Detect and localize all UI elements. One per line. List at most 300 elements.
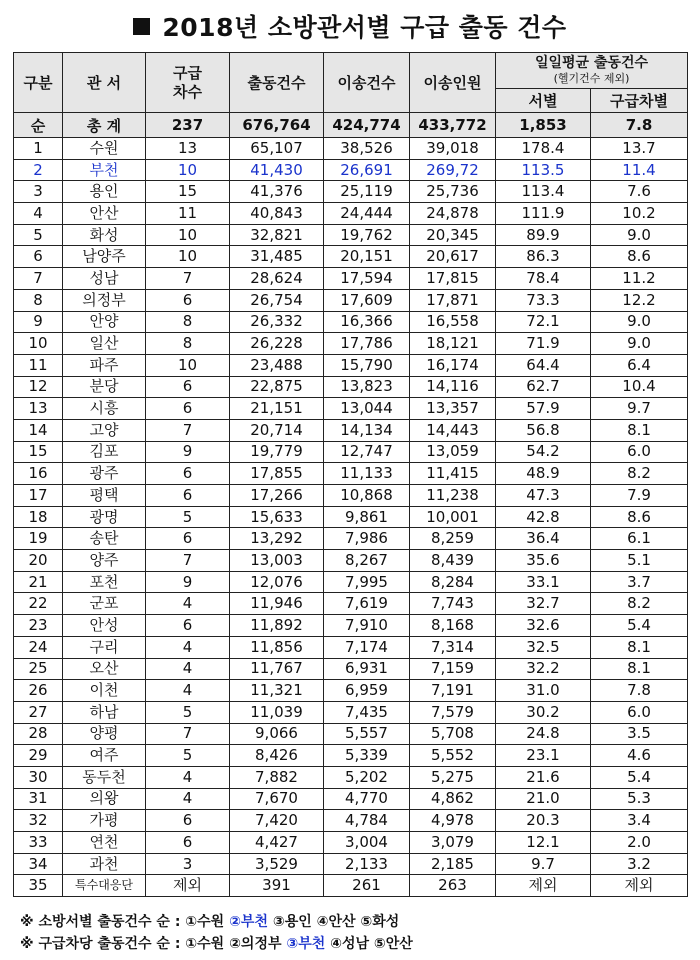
transport-count-cell: 11,133 (324, 463, 410, 485)
transport-count-cell: 9,861 (324, 506, 410, 528)
dispatch-count-cell: 41,376 (230, 181, 324, 203)
ambulance-count-cell: 7 (146, 268, 230, 290)
transported-people-cell: 5,708 (410, 723, 496, 745)
footnote-prefix: ※ 소방서별 출동건수 순 : (20, 914, 186, 931)
daily-avg-station-cell: 113.4 (496, 181, 591, 203)
transport-count-cell: 19,762 (324, 224, 410, 246)
ambulance-count-cell: 4 (146, 680, 230, 702)
station-cell: 파주 (63, 354, 146, 376)
station-cell: 평택 (63, 485, 146, 507)
daily-avg-ambulance-cell: 3.2 (591, 853, 688, 875)
total-cell: 237 (146, 113, 230, 138)
station-cell: 수원 (63, 138, 146, 160)
transported-people-cell: 17,871 (410, 289, 496, 311)
station-cell: 광주 (63, 463, 146, 485)
dispatch-count-cell: 8,426 (230, 745, 324, 767)
rank-cell: 34 (14, 853, 63, 875)
daily-avg-station-cell: 32.7 (496, 593, 591, 615)
header-ambulance-line1: 구급 (173, 63, 202, 82)
transported-people-cell: 7,743 (410, 593, 496, 615)
station-cell: 이천 (63, 680, 146, 702)
table-row (14, 181, 688, 203)
transported-people-cell: 17,815 (410, 268, 496, 290)
daily-avg-ambulance-cell: 8.1 (591, 636, 688, 658)
ambulance-count-cell: 10 (146, 159, 230, 181)
rank-cell: 18 (14, 506, 63, 528)
header-daily-average-note: (헬기건수 제외) (553, 72, 630, 85)
transported-people-cell: 3,079 (410, 832, 496, 854)
dispatch-count-cell: 17,266 (230, 485, 324, 507)
transported-people-cell: 14,443 (410, 419, 496, 441)
rank-cell: 11 (14, 354, 63, 376)
ambulance-count-cell: 10 (146, 224, 230, 246)
dispatch-count-cell: 11,946 (230, 593, 324, 615)
transported-people-cell: 7,191 (410, 680, 496, 702)
dispatch-count-cell: 26,754 (230, 289, 324, 311)
transported-people-cell: 2,185 (410, 853, 496, 875)
daily-avg-station-cell: 12.1 (496, 832, 591, 854)
rank-cell: 16 (14, 463, 63, 485)
page-title (0, 0, 700, 52)
header-ambulance-line2: 차수 (173, 82, 202, 101)
ambulance-count-cell: 6 (146, 463, 230, 485)
transport-count-cell: 7,910 (324, 615, 410, 637)
daily-avg-station-cell: 30.2 (496, 701, 591, 723)
transported-people-cell: 20,345 (410, 224, 496, 246)
transported-people-cell: 16,174 (410, 354, 496, 376)
station-cell: 화성 (63, 224, 146, 246)
daily-avg-ambulance-cell: 5.1 (591, 550, 688, 572)
transport-count-cell: 8,267 (324, 550, 410, 572)
daily-avg-ambulance-cell: 12.2 (591, 289, 688, 311)
table-row (14, 658, 688, 680)
dispatch-count-cell: 65,107 (230, 138, 324, 160)
transport-count-cell: 2,133 (324, 853, 410, 875)
daily-avg-ambulance-cell: 7.6 (591, 181, 688, 203)
daily-avg-ambulance-cell: 9.7 (591, 398, 688, 420)
table-body (14, 138, 688, 897)
rank-cell: 31 (14, 788, 63, 810)
table-row (14, 745, 688, 767)
station-cell: 군포 (63, 593, 146, 615)
transported-people-cell: 39,018 (410, 138, 496, 160)
ambulance-count-cell: 5 (146, 506, 230, 528)
dispatch-count-cell: 40,843 (230, 203, 324, 225)
daily-avg-station-cell: 31.0 (496, 680, 591, 702)
daily-avg-station-cell: 21.6 (496, 766, 591, 788)
header-transports: 이송건수 (324, 53, 410, 113)
table-row (14, 311, 688, 333)
ambulance-count-cell: 6 (146, 810, 230, 832)
rank-cell: 19 (14, 528, 63, 550)
dispatch-count-cell: 11,892 (230, 615, 324, 637)
ambulance-count-cell: 5 (146, 745, 230, 767)
transported-people-cell: 14,116 (410, 376, 496, 398)
table-row (14, 203, 688, 225)
station-cell: 송탄 (63, 528, 146, 550)
transported-people-cell: 16,558 (410, 311, 496, 333)
table-row (14, 593, 688, 615)
daily-avg-station-cell: 73.3 (496, 289, 591, 311)
daily-avg-ambulance-cell: 8.2 (591, 463, 688, 485)
ambulance-count-cell: 6 (146, 376, 230, 398)
rank-cell: 15 (14, 441, 63, 463)
daily-avg-station-cell: 36.4 (496, 528, 591, 550)
table-row (14, 246, 688, 268)
ambulance-count-cell: 15 (146, 181, 230, 203)
station-cell: 안성 (63, 615, 146, 637)
rank-cell: 14 (14, 419, 63, 441)
transport-count-cell: 13,823 (324, 376, 410, 398)
station-cell: 과천 (63, 853, 146, 875)
daily-avg-station-cell: 71.9 (496, 333, 591, 355)
transport-count-cell: 12,747 (324, 441, 410, 463)
dispatch-count-cell: 20,714 (230, 419, 324, 441)
daily-avg-station-cell: 32.2 (496, 658, 591, 680)
table-row (14, 398, 688, 420)
transport-count-cell: 5,202 (324, 766, 410, 788)
ambulance-count-cell: 4 (146, 593, 230, 615)
dispatch-count-cell: 7,420 (230, 810, 324, 832)
transported-people-cell: 269,72 (410, 159, 496, 181)
ambulance-count-cell: 10 (146, 354, 230, 376)
daily-avg-ambulance-cell: 11.4 (591, 159, 688, 181)
daily-avg-station-cell: 23.1 (496, 745, 591, 767)
dispatch-count-cell: 26,228 (230, 333, 324, 355)
daily-avg-ambulance-cell: 3.7 (591, 571, 688, 593)
rank-cell: 35 (14, 875, 63, 897)
dispatch-count-cell: 7,670 (230, 788, 324, 810)
dispatch-count-cell: 15,633 (230, 506, 324, 528)
transported-people-cell: 13,059 (410, 441, 496, 463)
daily-avg-ambulance-cell: 9.0 (591, 311, 688, 333)
transported-people-cell: 7,314 (410, 636, 496, 658)
daily-avg-ambulance-cell: 13.7 (591, 138, 688, 160)
transport-count-cell: 10,868 (324, 485, 410, 507)
transport-count-cell: 7,995 (324, 571, 410, 593)
daily-avg-ambulance-cell: 8.6 (591, 246, 688, 268)
ambulance-count-cell: 7 (146, 550, 230, 572)
station-cell: 의정부 (63, 289, 146, 311)
station-cell: 고양 (63, 419, 146, 441)
daily-avg-station-cell: 24.8 (496, 723, 591, 745)
daily-avg-station-cell: 78.4 (496, 268, 591, 290)
rank-cell: 6 (14, 246, 63, 268)
dispatch-count-cell: 41,430 (230, 159, 324, 181)
ambulance-count-cell: 11 (146, 203, 230, 225)
table-row (14, 723, 688, 745)
dispatch-count-cell: 11,856 (230, 636, 324, 658)
daily-avg-ambulance-cell: 2.0 (591, 832, 688, 854)
rank-cell: 28 (14, 723, 63, 745)
transported-people-cell: 25,736 (410, 181, 496, 203)
rank-cell: 1 (14, 138, 63, 160)
table-row (14, 636, 688, 658)
footnote-ambulance-rank (20, 933, 700, 955)
transport-count-cell: 15,790 (324, 354, 410, 376)
daily-avg-station-cell: 42.8 (496, 506, 591, 528)
transport-count-cell: 38,526 (324, 138, 410, 160)
transported-people-cell: 18,121 (410, 333, 496, 355)
transport-count-cell: 17,594 (324, 268, 410, 290)
station-cell: 가평 (63, 810, 146, 832)
daily-avg-ambulance-cell: 7.9 (591, 485, 688, 507)
footnote-highlight: ②부천 (229, 914, 268, 931)
daily-avg-station-cell: 64.4 (496, 354, 591, 376)
daily-avg-station-cell: 111.9 (496, 203, 591, 225)
ambulance-count-cell: 4 (146, 658, 230, 680)
rank-cell: 8 (14, 289, 63, 311)
dispatch-count-cell: 31,485 (230, 246, 324, 268)
transported-people-cell: 263 (410, 875, 496, 897)
transport-count-cell: 6,959 (324, 680, 410, 702)
total-row (14, 113, 688, 138)
transported-people-cell: 13,357 (410, 398, 496, 420)
transported-people-cell: 7,159 (410, 658, 496, 680)
station-cell: 오산 (63, 658, 146, 680)
daily-avg-ambulance-cell: 8.1 (591, 419, 688, 441)
transported-people-cell: 8,259 (410, 528, 496, 550)
station-cell: 연천 (63, 832, 146, 854)
transported-people-cell: 8,284 (410, 571, 496, 593)
rank-cell: 20 (14, 550, 63, 572)
daily-avg-ambulance-cell: 10.4 (591, 376, 688, 398)
total-cell: 676,764 (230, 113, 324, 138)
table-row (14, 615, 688, 637)
station-cell: 동두천 (63, 766, 146, 788)
rank-cell: 3 (14, 181, 63, 203)
transport-count-cell: 7,435 (324, 701, 410, 723)
station-cell: 구리 (63, 636, 146, 658)
daily-avg-ambulance-cell: 7.8 (591, 680, 688, 702)
daily-avg-station-cell: 33.1 (496, 571, 591, 593)
daily-avg-station-cell: 86.3 (496, 246, 591, 268)
daily-avg-station-cell: 21.0 (496, 788, 591, 810)
transported-people-cell: 4,862 (410, 788, 496, 810)
table-row (14, 571, 688, 593)
daily-avg-station-cell: 56.8 (496, 419, 591, 441)
ambulance-count-cell: 5 (146, 701, 230, 723)
daily-avg-station-cell: 57.9 (496, 398, 591, 420)
ambulance-count-cell: 8 (146, 311, 230, 333)
transport-count-cell: 7,986 (324, 528, 410, 550)
station-cell: 양주 (63, 550, 146, 572)
table-row (14, 354, 688, 376)
station-cell: 일산 (63, 333, 146, 355)
footnote-highlight: ③부천 (286, 936, 326, 953)
rank-cell: 17 (14, 485, 63, 507)
daily-avg-station-cell: 48.9 (496, 463, 591, 485)
dispatch-count-cell: 11,321 (230, 680, 324, 702)
ambulance-count-cell: 4 (146, 636, 230, 658)
dispatch-count-cell: 9,066 (230, 723, 324, 745)
table-row (14, 766, 688, 788)
daily-avg-ambulance-cell: 8.6 (591, 506, 688, 528)
station-cell: 하남 (63, 701, 146, 723)
total-cell: 총 계 (63, 113, 146, 138)
dispatch-count-cell: 19,779 (230, 441, 324, 463)
daily-avg-ambulance-cell: 5.3 (591, 788, 688, 810)
transport-count-cell: 5,557 (324, 723, 410, 745)
dispatch-count-cell: 21,151 (230, 398, 324, 420)
daily-avg-ambulance-cell: 6.0 (591, 441, 688, 463)
header-per-station: 서별 (496, 89, 591, 113)
station-cell: 남양주 (63, 246, 146, 268)
table-row (14, 224, 688, 246)
transport-count-cell: 17,786 (324, 333, 410, 355)
dispatch-count-cell: 12,076 (230, 571, 324, 593)
transport-count-cell: 14,134 (324, 419, 410, 441)
transported-people-cell: 8,168 (410, 615, 496, 637)
daily-avg-station-cell: 9.7 (496, 853, 591, 875)
dispatch-count-cell: 23,488 (230, 354, 324, 376)
total-cell: 433,772 (410, 113, 496, 138)
daily-avg-station-cell: 113.5 (496, 159, 591, 181)
transport-count-cell: 16,366 (324, 311, 410, 333)
daily-avg-station-cell: 32.5 (496, 636, 591, 658)
ambulance-count-cell: 13 (146, 138, 230, 160)
rank-cell: 26 (14, 680, 63, 702)
total-cell: 순 (14, 113, 63, 138)
table-row (14, 832, 688, 854)
transport-count-cell: 6,931 (324, 658, 410, 680)
transported-people-cell: 24,878 (410, 203, 496, 225)
transported-people-cell: 11,415 (410, 463, 496, 485)
table-row (14, 419, 688, 441)
daily-avg-ambulance-cell: 4.6 (591, 745, 688, 767)
rank-cell: 4 (14, 203, 63, 225)
dispatch-count-cell: 7,882 (230, 766, 324, 788)
table-row (14, 463, 688, 485)
daily-avg-station-cell: 47.3 (496, 485, 591, 507)
transport-count-cell: 4,784 (324, 810, 410, 832)
transport-count-cell: 7,174 (324, 636, 410, 658)
rank-cell: 10 (14, 333, 63, 355)
ambulance-count-cell: 6 (146, 398, 230, 420)
transport-count-cell: 20,151 (324, 246, 410, 268)
ambulance-count-cell: 제외 (146, 875, 230, 897)
daily-avg-ambulance-cell: 9.0 (591, 333, 688, 355)
ambulance-count-cell: 6 (146, 528, 230, 550)
rank-cell: 5 (14, 224, 63, 246)
footnote-rank-text: ③용인 ④안산 ⑤화성 (267, 914, 400, 931)
dispatch-count-cell: 13,292 (230, 528, 324, 550)
station-cell: 광명 (63, 506, 146, 528)
dispatch-count-cell: 4,427 (230, 832, 324, 854)
rank-cell: 25 (14, 658, 63, 680)
footnote-prefix: ※ 구급차당 출동건수 순 : (20, 936, 186, 953)
dispatch-count-cell: 3,529 (230, 853, 324, 875)
footnote-rank-text: ①수원 (185, 914, 230, 931)
dispatch-count-cell: 22,875 (230, 376, 324, 398)
daily-avg-ambulance-cell: 8.2 (591, 593, 688, 615)
daily-avg-station-cell: 62.7 (496, 376, 591, 398)
transported-people-cell: 11,238 (410, 485, 496, 507)
daily-avg-ambulance-cell: 6.1 (591, 528, 688, 550)
station-cell: 용인 (63, 181, 146, 203)
ambulance-count-cell: 9 (146, 571, 230, 593)
footnote-rank-text: ①수원 ②의정부 (185, 936, 287, 953)
table-row (14, 441, 688, 463)
daily-avg-station-cell: 20.3 (496, 810, 591, 832)
transport-count-cell: 24,444 (324, 203, 410, 225)
header-dispatches: 출동건수 (230, 53, 324, 113)
daily-avg-station-cell: 35.6 (496, 550, 591, 572)
table-row (14, 289, 688, 311)
daily-avg-ambulance-cell: 10.2 (591, 203, 688, 225)
daily-avg-ambulance-cell: 5.4 (591, 766, 688, 788)
dispatch-count-cell: 32,821 (230, 224, 324, 246)
ambulance-count-cell: 3 (146, 853, 230, 875)
daily-avg-ambulance-cell: 3.4 (591, 810, 688, 832)
station-cell: 여주 (63, 745, 146, 767)
station-cell: 김포 (63, 441, 146, 463)
daily-avg-ambulance-cell: 제외 (591, 875, 688, 897)
dispatch-count-cell: 13,003 (230, 550, 324, 572)
ambulance-count-cell: 9 (146, 441, 230, 463)
footnote-station-rank (20, 911, 700, 933)
dispatch-count-cell: 28,624 (230, 268, 324, 290)
daily-avg-station-cell: 72.1 (496, 311, 591, 333)
daily-avg-ambulance-cell: 9.0 (591, 224, 688, 246)
rank-cell: 29 (14, 745, 63, 767)
title-text: 2018년 소방관서별 구급 출동 건수 (162, 13, 567, 42)
station-cell: 안산 (63, 203, 146, 225)
daily-avg-ambulance-cell: 3.5 (591, 723, 688, 745)
rank-cell: 24 (14, 636, 63, 658)
daily-avg-ambulance-cell: 6.4 (591, 354, 688, 376)
total-cell: 7.8 (591, 113, 688, 138)
station-cell: 부천 (63, 159, 146, 181)
table-row (14, 138, 688, 160)
table-row (14, 333, 688, 355)
footnotes (20, 911, 700, 955)
transport-count-cell: 26,691 (324, 159, 410, 181)
table-row (14, 528, 688, 550)
transport-count-cell: 3,004 (324, 832, 410, 854)
header-daily-average (496, 53, 688, 89)
header-transported-people: 이송인원 (410, 53, 496, 113)
table-row (14, 701, 688, 723)
square-bullet-icon (133, 18, 150, 35)
dispatch-count-cell: 11,767 (230, 658, 324, 680)
table-row (14, 853, 688, 875)
total-cell: 424,774 (324, 113, 410, 138)
transport-count-cell: 261 (324, 875, 410, 897)
transport-count-cell: 25,119 (324, 181, 410, 203)
ambulance-count-cell: 6 (146, 485, 230, 507)
rank-cell: 9 (14, 311, 63, 333)
dispatch-count-cell: 26,332 (230, 311, 324, 333)
transport-count-cell: 7,619 (324, 593, 410, 615)
station-cell: 분당 (63, 376, 146, 398)
ambulance-count-cell: 6 (146, 615, 230, 637)
rank-cell: 27 (14, 701, 63, 723)
ambulance-count-cell: 6 (146, 289, 230, 311)
header-station: 관 서 (63, 53, 146, 113)
table-row (14, 788, 688, 810)
table-header (14, 53, 688, 113)
ambulance-count-cell: 10 (146, 246, 230, 268)
total-cell: 1,853 (496, 113, 591, 138)
station-cell: 시흥 (63, 398, 146, 420)
station-cell: 안양 (63, 311, 146, 333)
ambulance-count-cell: 7 (146, 723, 230, 745)
transport-count-cell: 17,609 (324, 289, 410, 311)
transport-count-cell: 4,770 (324, 788, 410, 810)
rank-cell: 22 (14, 593, 63, 615)
station-cell: 특수대응단 (63, 875, 146, 897)
